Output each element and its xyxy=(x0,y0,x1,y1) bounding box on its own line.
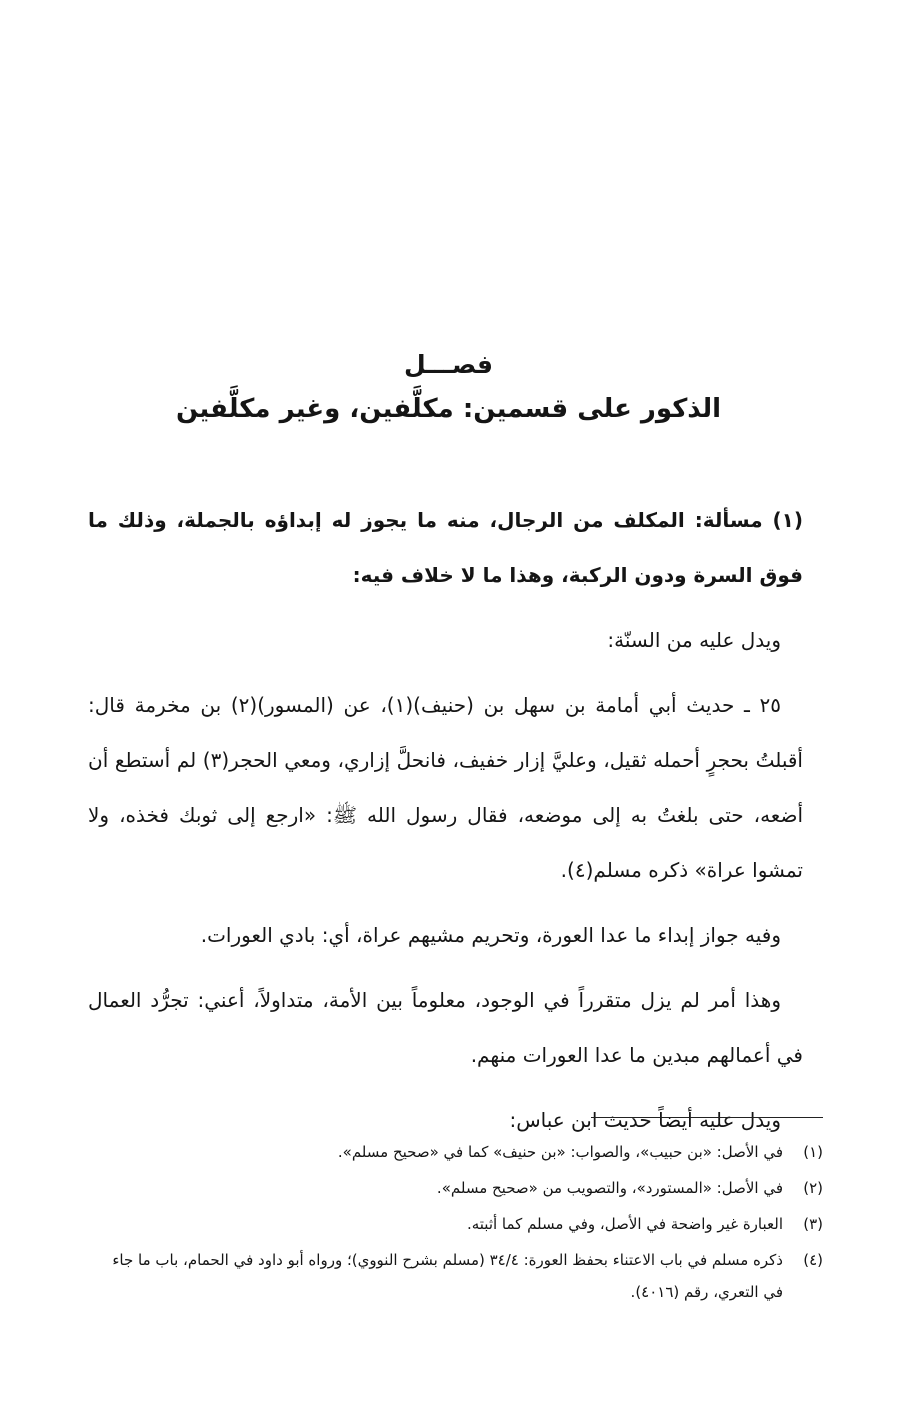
footnote-1 xyxy=(88,1136,823,1168)
section-label: فصـــل xyxy=(404,350,493,379)
paragraph-hadith: ٢٥ ـ حديث أبي أمامة بن سهل بن (حنيف)(١)، عن (المسور)(٢) بن مخرمة قال: أقبلتُ بحجرٍ أحمله ثقيل، وعليَّ إزار خفيف، فانحلَّ إزاري، ومعي الحجر(٣) لم أستطع أن أضعه، حتى بلغتُ به إلى موضعه، فقال رسول الله ﷺ: «ارجع إلى ثوبك فخذه، ولا تمشوا عراة» ذكره مسلم(٤). xyxy=(88,693,803,882)
footnote-text: ذكره مسلم في باب الاعتناء بحفظ العورة: ٣٤/٤ (مسلم بشرح النووي)؛ ورواه أبو داود في الحمام، باب ما جاء في التعري، رقم (٤٠١٦). xyxy=(112,1251,783,1301)
footnote-text: العبارة غير واضحة في الأصل، وفي مسلم كما أثبته. xyxy=(466,1215,783,1233)
footnote-3 xyxy=(88,1208,823,1240)
footnote-divider xyxy=(591,1117,823,1118)
paragraph-custom: وهذا أمر لم يزل متقرراً في الوجود، معلوماً بين الأمة، متداولاً، أعني: تجرُّد العمال في أعمالهم مبدين ما عدا العورات منهم. xyxy=(88,988,803,1067)
footnote-text: في الأصل: «بن حبيب»، والصواب: «بن حنيف» كما في «صحيح مسلم». xyxy=(337,1143,783,1161)
footnote-number: (٢) xyxy=(803,1179,823,1197)
footnote-4 xyxy=(88,1244,823,1308)
footnote-number: (٤) xyxy=(803,1251,823,1269)
section-title: الذكور على قسمين: مكلَّفين، وغير مكلَّفين xyxy=(175,394,722,424)
paragraph-issue xyxy=(88,493,803,603)
paragraph-evidence-more: ويدل عليه أيضاً حديث ابن عباس: xyxy=(509,1108,781,1132)
body-text xyxy=(88,493,803,1158)
footnote-text: في الأصل: «المستورد»، والتصويب من «صحيح مسلم». xyxy=(436,1179,783,1197)
paragraph-ruling: وفيه جواز إبداء ما عدا العورة، وتحريم مشيهم عراة، أي: بادي العورات. xyxy=(200,923,781,947)
footnote-number: (١) xyxy=(803,1143,823,1161)
footnotes xyxy=(88,1136,823,1312)
paragraph-evidence-intro: ويدل عليه من السنّة: xyxy=(607,628,781,652)
footnote-number: (٣) xyxy=(803,1215,823,1233)
footnote-2 xyxy=(88,1172,823,1204)
paragraph-issue-text: (١) مسألة: المكلف من الرجال، منه ما يجوز له إبداؤه بالجملة، وذلك ما فوق السرة ودون الركبة، وهذا ما لا خلاف فيه: xyxy=(88,508,803,587)
